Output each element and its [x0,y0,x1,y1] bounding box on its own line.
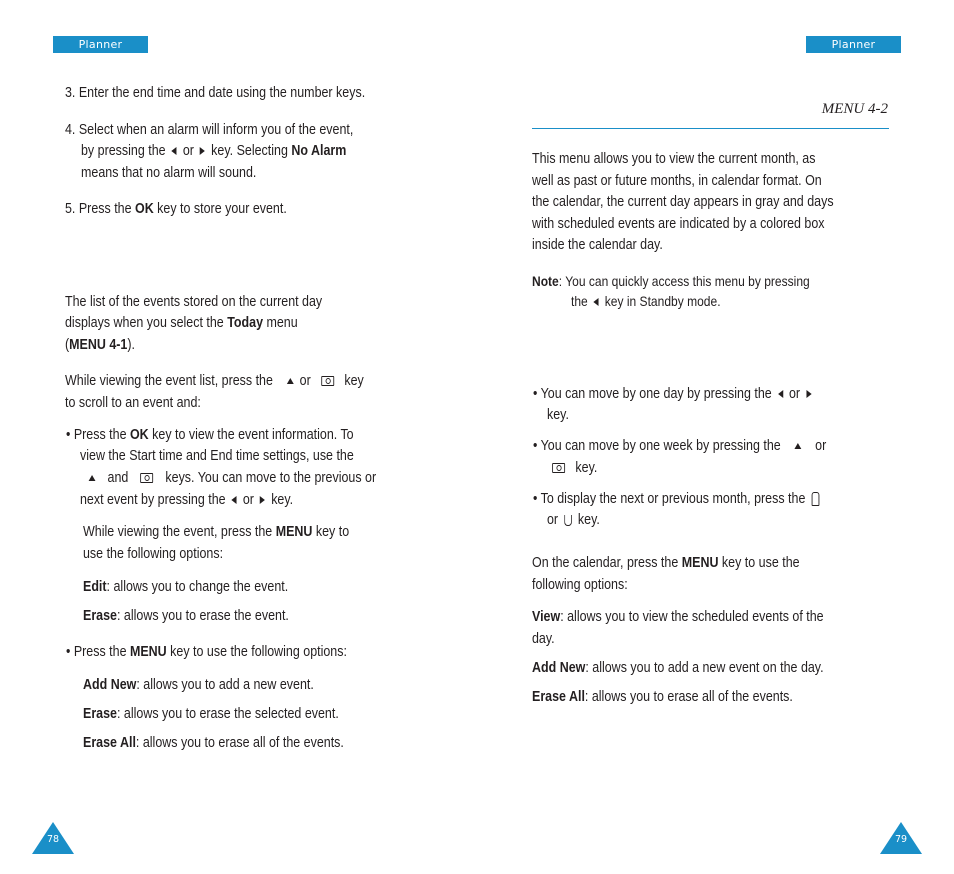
right-arrow-key-icon [806,390,811,398]
bullet-menu: • Press the MENU key to use the following options: [66,644,347,660]
note-line-2: the key in Standby mode. [571,293,721,309]
intro-line-3: the calendar, the current day appears in gray and days [532,194,834,210]
option-erase-selected: Erase: allows you to erase the selected event. [83,706,339,722]
step-5: 5. Press the OK key to store your event. [65,201,287,217]
step-4-line-3: means that no alarm will sound. [81,165,257,181]
side-up-key-icon [811,492,819,506]
month-bullet-line-1: • To display the next or previous month, press the [533,489,822,511]
option-add-new: Add New: allows you to add a new event. [83,677,314,693]
week-bullet-line-2: key. [547,458,597,480]
page-number-right: 79 [880,822,922,854]
option-edit: Edit: allows you to change the event. [83,579,289,595]
option-erase-all: Erase All: allows you to erase all of the events. [83,735,344,751]
bullet-ok-line-1: • Press the OK key to view the event information. To [66,427,354,443]
option-erase-all-events: Erase All: allows you to erase all of the events. [532,689,793,705]
event-menu-line-2: use the following options: [83,546,224,562]
intro-line-5: inside the calendar day. [532,237,663,253]
step-4-line-2: by pressing the or key. Selecting No Alarm [81,143,347,159]
day-bullet-line-1: • You can move by one day by pressing the or [533,384,814,406]
bullet-ok-line-4: next event by pressing the or key. [80,492,294,508]
camera-key-icon [321,376,334,386]
left-arrow-key-icon [232,496,237,504]
up-arrow-key-icon [794,443,801,449]
scroll-paragraph-line-2: to scroll to an event and: [65,395,201,411]
calendar-menu-line-2: following options: [532,577,628,593]
section-tag-left: Planner [53,36,148,53]
option-view-line-2: day. [532,631,555,647]
side-down-key-icon [564,515,572,526]
note-line-1: Note: You can quickly access this menu by pressing [532,273,810,289]
step-3: 3. Enter the end time and date using the number keys. [65,85,366,101]
bullet-ok-line-3: and keys. You can move to the previous or [80,468,376,490]
today-paragraph-line-3: (MENU 4-1). [65,337,135,353]
calendar-menu-line-1: On the calendar, press the MENU key to use the [532,555,800,571]
up-arrow-key-icon [89,475,96,481]
right-arrow-key-icon [200,147,205,155]
intro-line-1: This menu allows you to view the current month, as [532,151,816,167]
left-arrow-key-icon [172,147,177,155]
page-number-left: 78 [32,822,74,854]
menu-reference: MENU 4-2 [821,101,888,117]
option-view-line-1: View: allows you to view the scheduled events of the [532,609,824,625]
camera-key-icon [140,473,153,483]
scroll-paragraph-line-1: While viewing the event list, press the or key [65,373,364,389]
camera-key-icon [552,463,565,473]
intro-line-2: well as past or future months, in calendar format. On [532,173,822,189]
right-page [477,0,954,874]
section-tag-right: Planner [806,36,901,53]
up-arrow-key-icon [287,378,294,384]
month-bullet-line-2: or key. [547,512,600,528]
left-arrow-key-icon [778,390,783,398]
event-menu-line-1: While viewing the event, press the MENU key to [83,524,350,540]
step-4-line-1: 4. Select when an alarm will inform you of the event, [65,122,354,138]
today-paragraph-line-1: The list of the events stored on the current day [65,294,323,310]
left-arrow-key-icon [594,298,599,306]
heading-rule [532,128,889,129]
bullet-ok-line-2: view the Start time and End time settings, use the [80,448,354,464]
day-bullet-line-2: key. [547,407,569,423]
option-add-new-day: Add New: allows you to add a new event on the day. [532,660,824,676]
intro-line-4: with scheduled events are indicated by a colored box [532,216,825,232]
week-bullet-line-1: • You can move by one week by pressing the or [533,438,827,454]
today-paragraph-line-2: displays when you select the Today menu [65,315,298,331]
right-arrow-key-icon [260,496,265,504]
option-erase: Erase: allows you to erase the event. [83,608,289,624]
